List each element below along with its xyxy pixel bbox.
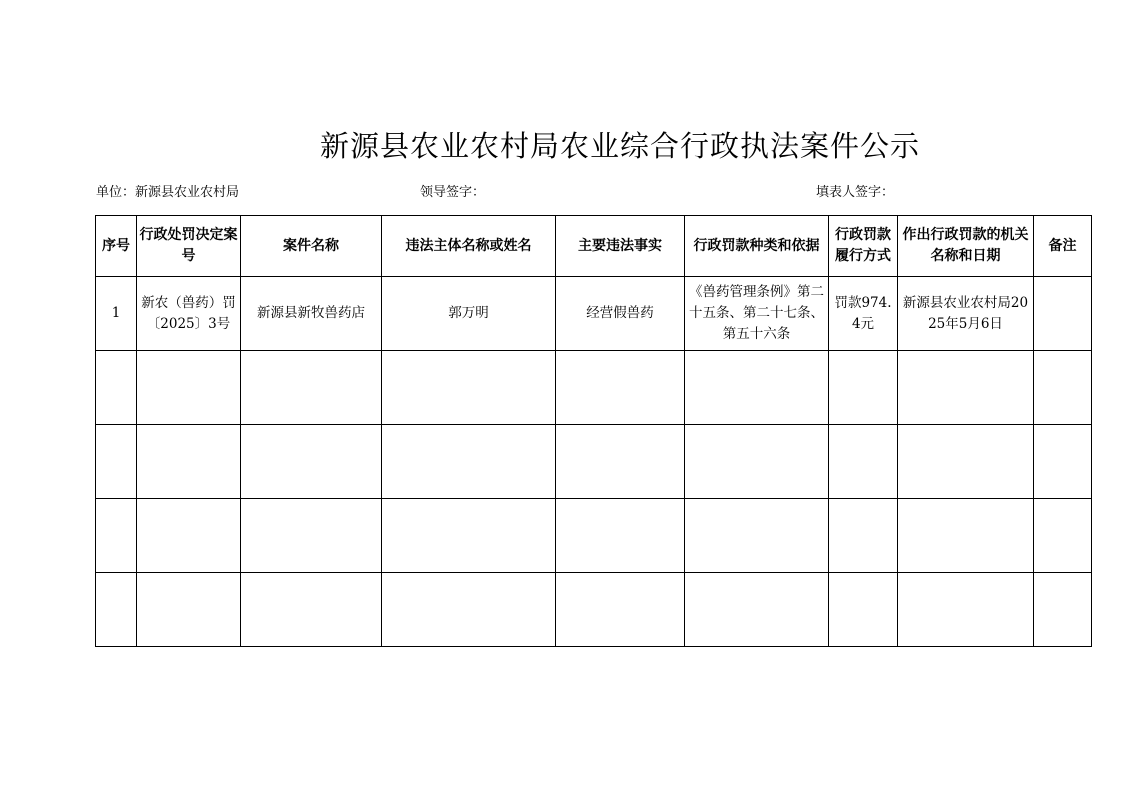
leader-signature-label: 领导签字： bbox=[420, 185, 486, 200]
empty-cell bbox=[556, 499, 685, 573]
table-body bbox=[96, 277, 1092, 647]
header-party-name: 违法主体名称或姓名 bbox=[382, 216, 556, 277]
case-notice-table bbox=[95, 215, 1092, 647]
empty-cell bbox=[382, 499, 556, 573]
empty-cell bbox=[829, 425, 898, 499]
empty-table-row bbox=[96, 351, 1092, 425]
empty-cell bbox=[1034, 499, 1092, 573]
cell-remarks bbox=[1034, 277, 1092, 351]
table-row bbox=[96, 277, 1092, 351]
cell-authority-date: 新源县农业农村局2025年5月6日 bbox=[898, 277, 1034, 351]
empty-cell bbox=[556, 573, 685, 647]
empty-cell bbox=[685, 351, 829, 425]
empty-cell bbox=[241, 425, 382, 499]
empty-cell bbox=[685, 573, 829, 647]
empty-cell bbox=[1034, 425, 1092, 499]
cell-case-number: 新农（兽药）罚〔2025〕3号 bbox=[137, 277, 241, 351]
cell-fulfillment-method: 罚款974.4元 bbox=[829, 277, 898, 351]
header-index: 序号 bbox=[96, 216, 137, 277]
empty-cell bbox=[898, 425, 1034, 499]
filler-signature-label: 填表人签字： bbox=[816, 185, 895, 200]
empty-cell bbox=[1034, 573, 1092, 647]
header-remarks: 备注 bbox=[1034, 216, 1092, 277]
empty-cell bbox=[556, 351, 685, 425]
empty-cell bbox=[382, 573, 556, 647]
empty-cell bbox=[829, 499, 898, 573]
empty-cell bbox=[137, 351, 241, 425]
header-authority-date: 作出行政罚款的机关名称和日期 bbox=[898, 216, 1034, 277]
empty-cell bbox=[1034, 351, 1092, 425]
cell-facts: 经营假兽药 bbox=[556, 277, 685, 351]
empty-cell bbox=[241, 573, 382, 647]
empty-cell bbox=[96, 425, 137, 499]
header-fulfillment-method: 行政罚款履行方式 bbox=[829, 216, 898, 277]
unit-label: 单位：新源县农业农村局 bbox=[96, 185, 240, 200]
empty-cell bbox=[829, 573, 898, 647]
table-header-row bbox=[96, 216, 1092, 277]
document-title: 新源县农业农村局农业综合行政执法案件公示 bbox=[319, 129, 920, 163]
empty-cell bbox=[96, 573, 137, 647]
empty-table-row bbox=[96, 425, 1092, 499]
cell-index: 1 bbox=[96, 277, 137, 351]
empty-cell bbox=[137, 499, 241, 573]
empty-cell bbox=[382, 425, 556, 499]
empty-cell bbox=[382, 351, 556, 425]
empty-table-row bbox=[96, 499, 1092, 573]
empty-cell bbox=[96, 499, 137, 573]
header-case-number: 行政处罚决定案号 bbox=[137, 216, 241, 277]
empty-cell bbox=[556, 425, 685, 499]
cell-case-name: 新源县新牧兽药店 bbox=[241, 277, 382, 351]
empty-cell bbox=[898, 351, 1034, 425]
header-penalty-basis: 行政罚款种类和依据 bbox=[685, 216, 829, 277]
empty-cell bbox=[137, 573, 241, 647]
empty-cell bbox=[898, 499, 1034, 573]
empty-cell bbox=[137, 425, 241, 499]
empty-cell bbox=[898, 573, 1034, 647]
empty-cell bbox=[241, 351, 382, 425]
empty-cell bbox=[241, 499, 382, 573]
empty-cell bbox=[685, 499, 829, 573]
empty-cell bbox=[685, 425, 829, 499]
empty-cell bbox=[829, 351, 898, 425]
empty-cell bbox=[96, 351, 137, 425]
cell-party-name: 郭万明 bbox=[382, 277, 556, 351]
header-case-name: 案件名称 bbox=[241, 216, 382, 277]
empty-table-row bbox=[96, 573, 1092, 647]
header-facts: 主要违法事实 bbox=[556, 216, 685, 277]
cell-penalty-basis: 《兽药管理条例》第二十五条、第二十七条、第五十六条 bbox=[685, 277, 829, 351]
